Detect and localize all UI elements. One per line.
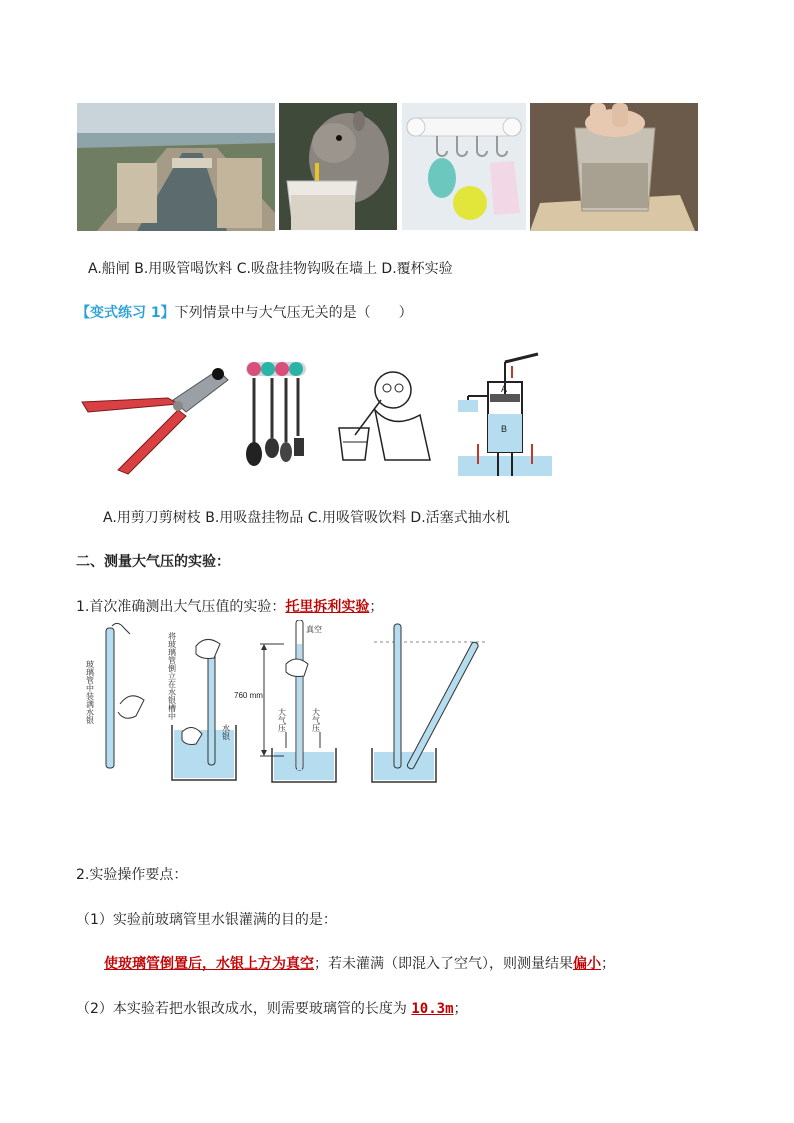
variant-question [76, 303, 413, 323]
photo-ship-lock [77, 103, 275, 231]
a1-answer: 使玻璃管倒置后，水银上方为真空 [104, 956, 314, 972]
a1-end: ； [601, 956, 615, 972]
label-atm-right: 大气压 [311, 708, 321, 732]
pump-label-a: A [501, 384, 508, 394]
item2: 2.实验操作要点： [76, 867, 188, 883]
q1: （1）实验前玻璃管里水银灌满的目的是： [76, 912, 337, 928]
item1 [76, 597, 383, 617]
q2-answer: 10.3m [411, 1001, 454, 1017]
a1 [104, 954, 615, 974]
label-760mm: 760 mm [234, 691, 263, 700]
section2-heading: 二、测量大气压的实验： [76, 554, 230, 570]
photo-squirrel-straw [279, 103, 397, 230]
a1-mid: ；若未灌满（即混入了空气），则测量结果 [314, 956, 573, 972]
variant-options: A.用剪刀剪树枝 B.用吸盘挂物品 C.用吸管吸饮料 D.活塞式抽水机 [103, 510, 510, 526]
q2-prefix: （2）本实验若把水银改成水，则需要玻璃管的长度为 [76, 1001, 412, 1017]
label-atm-left: 大气压 [277, 708, 287, 732]
q2-end: ； [453, 1001, 468, 1017]
item1-answer: 托里拆利实验 [285, 599, 370, 615]
item1-suffix: ； [369, 599, 384, 615]
photo-inverted-cup [530, 103, 698, 231]
top-options: A.船闸 B.用吸管喝饮料 C.吸盘挂物钩吸在墙上 D.覆杯实验 [88, 261, 453, 277]
pump-label-b: B [501, 424, 508, 434]
label-invert: 将玻璃管倒立在水银槽中 [167, 632, 177, 720]
label-vacuum: 真空 [306, 625, 322, 634]
torricelli-diagram [84, 620, 504, 790]
suction-hooks-illustration [242, 358, 310, 468]
label-mercury: 水银 [221, 724, 231, 740]
pruning-shears-illustration [78, 360, 236, 476]
photo-suction-hooks [402, 103, 526, 230]
a1-answer2: 偏小 [573, 956, 601, 972]
piston-pump-illustration [458, 352, 552, 476]
q2 [76, 999, 468, 1019]
straw-drinking-illustration [335, 370, 435, 465]
variant-question-text: 下列情景中与大气压无关的是（ ） [174, 305, 413, 321]
item1-prefix: 1.首次准确测出大气压值的实验： [76, 599, 286, 615]
variant-tag: 【变式练习 1】 [76, 305, 175, 321]
label-tube-filled: 玻璃管中装满水银 [85, 660, 95, 724]
